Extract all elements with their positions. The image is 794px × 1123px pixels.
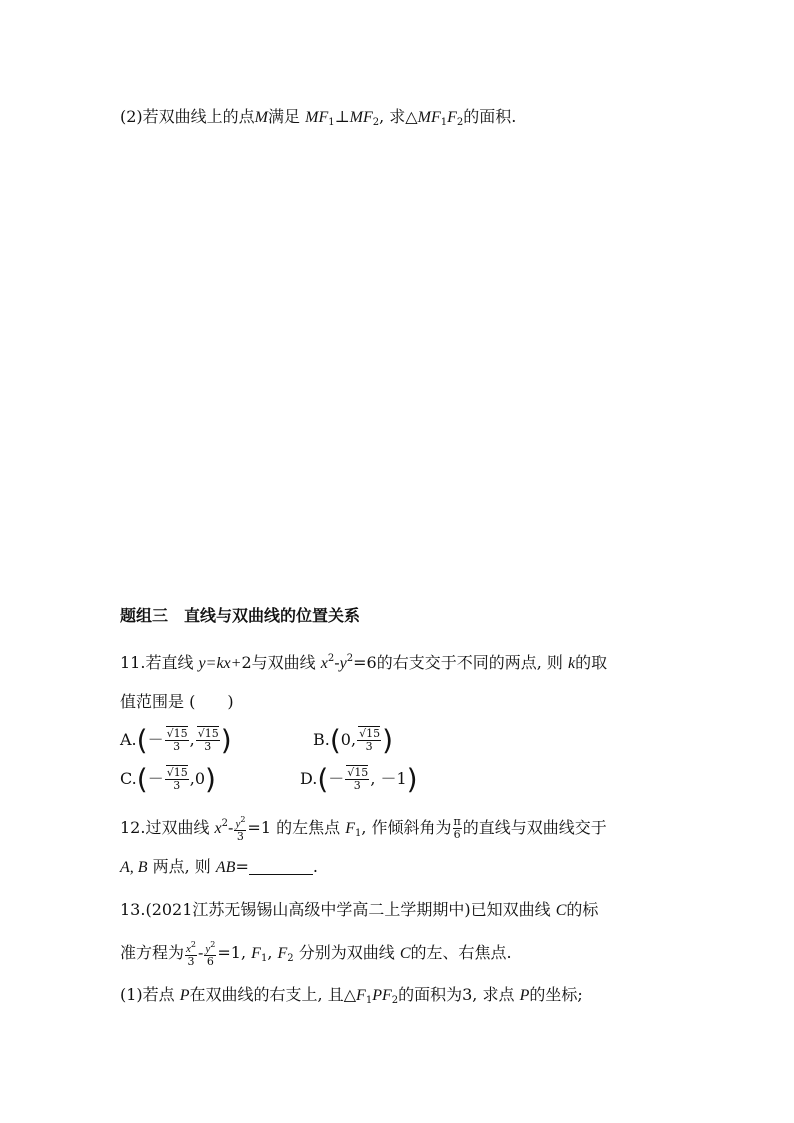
text: 的坐标; (529, 985, 583, 1004)
text: － (147, 730, 164, 749)
q13-line2: 准方程为 $\frac{x^2}{3}$ - $\frac{y^2}{6}$ =1, $F_1$, $F_2$ 分别为双曲线 C的左、右焦点. (120, 940, 512, 968)
var-x: x (186, 943, 191, 955)
denominator: 3 (187, 955, 195, 968)
paren: ) (220, 723, 232, 757)
var-P: P (179, 987, 190, 1004)
paren: ( (317, 762, 329, 796)
text: 的直线与双曲线交于 (462, 818, 607, 837)
section-title: 题组三 直线与双曲线的位置关系 (120, 606, 361, 625)
text: 13.(2021江苏无锡锡山高级中学高二上学期期中)已知双曲线 (120, 900, 556, 919)
var-F2: F (277, 945, 288, 962)
text: 12.过双曲线 (120, 818, 215, 837)
fraction (165, 728, 189, 753)
q13-line1 (120, 898, 598, 923)
text: 2 (241, 653, 252, 672)
text: 的标 (566, 900, 599, 919)
fraction (196, 728, 220, 753)
paren: ( (136, 723, 148, 757)
superscript: 2 (221, 818, 229, 829)
q11-line1 (120, 647, 607, 676)
fraction (165, 767, 189, 792)
var-x: x (214, 820, 222, 837)
var-MF2: MF (349, 109, 373, 126)
var-P: P (519, 987, 530, 1004)
paren: ) (406, 762, 418, 796)
option-b[interactable]: B.(0, √ $\frac{15}{3}$ ) (313, 728, 393, 753)
sqrt: √ 15 (358, 726, 380, 740)
denominator: 3 (353, 779, 361, 792)
superscript: 2 (240, 815, 246, 824)
text: 准方程为 (120, 943, 185, 962)
subscript: 2 (372, 117, 380, 128)
subscript: 2 (456, 117, 464, 128)
option-a[interactable]: A.(－ √ $\frac{15}{3}$ , √ $\frac{15}{3}$ ) (120, 728, 232, 753)
var-C: C (555, 902, 567, 919)
var-MF1: MF (305, 109, 329, 126)
denominator: 3 (173, 779, 181, 792)
var-x: x (320, 655, 328, 672)
fraction (185, 939, 197, 968)
text: 分别为双曲线 (293, 943, 400, 962)
fraction (234, 814, 246, 843)
option-d[interactable]: D.(－ √ $\frac{15}{3}$ , －1) (300, 767, 418, 792)
denominator: 3 (236, 830, 244, 843)
expr: y=kx+ (198, 655, 242, 672)
fraction (357, 728, 381, 753)
text: 0 (194, 769, 206, 788)
text: － (147, 769, 164, 788)
subscript: 1 (260, 953, 268, 964)
text: =1 的左焦点 (247, 818, 346, 837)
var-F2: F (381, 987, 392, 1004)
option-label: B. (313, 730, 330, 749)
var-AB-points: A, B (120, 859, 148, 876)
var-F1: F (251, 945, 261, 962)
var-AB: AB (215, 859, 236, 876)
text: 的右支交于不同的两点, 则 (376, 653, 568, 672)
text: =6 (353, 653, 377, 672)
denominator: 3 (365, 740, 373, 753)
var-F1: F (356, 987, 366, 1004)
text: (2)若双曲线上的点 (120, 107, 255, 126)
q13-part1 (120, 983, 583, 1013)
option-label: C. (120, 769, 137, 788)
text: = (235, 857, 249, 876)
superscript: 2 (190, 940, 196, 949)
paren: ) (382, 723, 394, 757)
sqrt: √ 15 (346, 765, 368, 779)
var-y: y (235, 818, 241, 830)
var-y: y (339, 655, 347, 672)
text: 在双曲线的右支上, 且△ (189, 985, 357, 1004)
text: 0 (340, 730, 351, 749)
fraction (453, 816, 462, 841)
text: － (328, 769, 345, 788)
option-label: D. (300, 769, 318, 788)
text: 两点, 则 (147, 857, 216, 876)
var-y: y (205, 943, 211, 955)
text: 的面积. (463, 107, 517, 126)
sqrt: √ 15 (166, 765, 188, 779)
text: 满足 (268, 107, 301, 126)
text: . (312, 857, 318, 876)
subscript: 2 (287, 953, 294, 964)
fraction (345, 767, 369, 792)
text: 的取 (575, 653, 608, 672)
paren: ( (136, 762, 148, 796)
var-M: M (254, 109, 268, 126)
q12-line1: 12.过双曲线 $x^2-$ $\frac{y^2}{3}$ =1 的左焦点 $F_1$, 作倾斜角为 $\frac{\pi}{6}$ 的直线与双曲线交于 (120, 815, 607, 843)
answer-blank[interactable] (249, 858, 313, 875)
option-label: A. (120, 730, 137, 749)
text: (1)若点 (120, 985, 180, 1004)
var-k: k (567, 655, 576, 672)
denominator: 6 (453, 828, 461, 841)
paren: ( (329, 723, 341, 757)
text: 与双曲线 (251, 653, 321, 672)
var-P: P (372, 987, 382, 1004)
numerator: π (453, 815, 461, 828)
var-MF1: MF (417, 109, 441, 126)
subscript: 1 (328, 117, 335, 128)
superscript: 2 (210, 940, 216, 949)
subscript: 2 (391, 995, 399, 1006)
fraction (204, 939, 216, 968)
sqrt: √ 15 (197, 726, 219, 740)
subscript: 1 (365, 995, 373, 1006)
var-F2: F (447, 109, 457, 126)
denominator: 3 (173, 740, 181, 753)
denominator: 3 (204, 740, 212, 753)
subscript: 1 (354, 828, 362, 839)
subscript: 1 (440, 117, 448, 128)
q12-line2 (120, 855, 318, 880)
option-c[interactable]: C.(－ √ $\frac{15}{3}$ ,0) (120, 767, 216, 792)
text: 11.若直线 (120, 653, 199, 672)
q11-line2: 值范围是 ( ) (120, 692, 234, 711)
text: , 作倾斜角为 (361, 818, 452, 837)
superscript: 2 (327, 653, 335, 664)
text: , 求△ (379, 107, 418, 126)
perp-symbol: ⊥ (334, 107, 350, 126)
text: - (334, 653, 340, 672)
text: =1, (217, 943, 252, 962)
superscript: 2 (346, 653, 354, 664)
sqrt: √ 15 (166, 726, 188, 740)
text: 的面积为3, 求点 (398, 985, 520, 1004)
denominator: 6 (206, 955, 214, 968)
text: －1 (380, 769, 407, 788)
text: 的左、右焦点. (410, 943, 512, 962)
var-C: C (399, 945, 411, 962)
var-F1: F (345, 820, 355, 837)
paren: ) (205, 762, 216, 796)
q10-part2 (120, 105, 516, 135)
